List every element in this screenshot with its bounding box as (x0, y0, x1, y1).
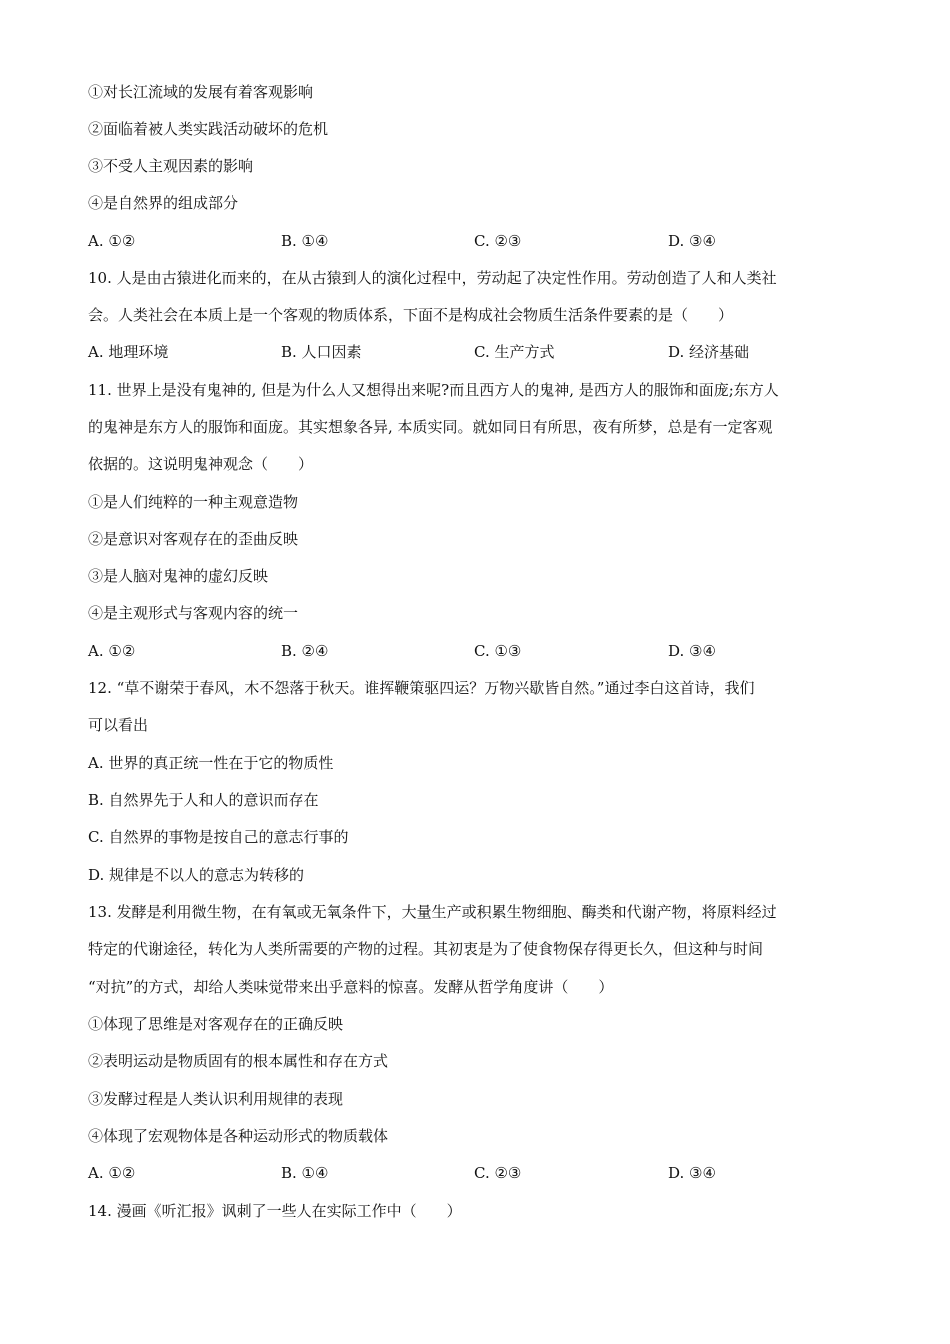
q11-stem-line-1: 11. 世界上是没有鬼神的, 但是为什么人又想得出来呢?而且西方人的鬼神, 是西方人的服饰和面庞;东方人 (88, 381, 779, 399)
q12-option-a: A. 世界的真正统一性在于它的物质性 (88, 754, 334, 772)
q10-stem-line-1: 10. 人是由古猿进化而来的，在从古猿到人的演化过程中，劳动起了决定性作用。劳动创造了人和人类社 (88, 269, 777, 287)
q10-options (88, 342, 868, 362)
q10-stem-line-2: 会。人类社会在本质上是一个客观的物质体系，下面不是构成社会物质生活条件要素的是（ ） (88, 306, 734, 324)
q11-item-2: ②是意识对客观存在的歪曲反映 (88, 530, 299, 548)
q11-stem-line-3: 依据的。这说明鬼神观念（ ） (88, 455, 314, 473)
q9-item-3: ③不受人主观因素的影响 (88, 157, 254, 175)
q14-stem: 14. 漫画《听汇报》讽刺了一些人在实际工作中（ ） (88, 1202, 462, 1220)
q11-stem-line-2: 的鬼神是东方人的服饰和面庞。其实想象各异, 本质实同。就如同日有所思，夜有所梦，总是有一定客观 (88, 418, 773, 436)
q13-item-4: ④体现了宏观物体是各种运动形式的物质载体 (88, 1127, 389, 1145)
q12-option-d: D. 规律是不以人的意志为转移的 (88, 866, 305, 884)
q12-stem-line-2: 可以看出 (88, 716, 149, 734)
q11-option-a: A. ①② (88, 642, 136, 660)
q12-option-c: C. 自然界的事物是按自己的意志行事的 (88, 828, 349, 846)
q9-options (88, 231, 868, 251)
q13-option-a: A. ①② (88, 1164, 136, 1182)
q9-option-b: B. ①④ (281, 232, 329, 250)
q10-option-a: A. 地理环境 (88, 343, 169, 361)
q11-item-3: ③是人脑对鬼神的虚幻反映 (88, 567, 269, 585)
q9-item-4: ④是自然界的组成部分 (88, 194, 239, 212)
q9-option-c: C. ②③ (474, 232, 522, 250)
q9-option-d: D. ③④ (668, 232, 716, 250)
q13-item-3: ③发酵过程是人类认识利用规律的表现 (88, 1090, 344, 1108)
q13-stem-line-2: 特定的代谢途径，转化为人类所需要的产物的过程。其初衷是为了使食物保存得更长久，但这种与时间 (88, 940, 764, 958)
q10-option-b: B. 人口因素 (281, 343, 362, 361)
q13-stem-line-3: “对抗”的方式，却给人类味觉带来出乎意料的惊喜。发酵从哲学角度讲（ ） (88, 978, 614, 996)
q13-option-c: C. ②③ (474, 1164, 522, 1182)
q11-option-c: C. ①③ (474, 642, 522, 660)
q10-option-d: D. 经济基础 (668, 343, 750, 361)
q9-item-2: ②面临着被人类实践活动破坏的危机 (88, 120, 329, 138)
q11-options (88, 641, 868, 661)
q13-item-2: ②表明运动是物质固有的根本属性和存在方式 (88, 1052, 389, 1070)
q10-option-c: C. 生产方式 (474, 343, 555, 361)
q13-item-1: ①体现了思维是对客观存在的正确反映 (88, 1015, 344, 1033)
q13-stem-line-1: 13. 发酵是利用微生物，在有氧或无氧条件下，大量生产或积累生物细胞、酶类和代谢产物，将原料经过 (88, 903, 777, 921)
q11-option-b: B. ②④ (281, 642, 329, 660)
q9-item-1: ①对长江流域的发展有着客观影响 (88, 83, 314, 101)
q11-option-d: D. ③④ (668, 642, 716, 660)
q13-option-d: D. ③④ (668, 1164, 716, 1182)
q13-option-b: B. ①④ (281, 1164, 329, 1182)
q9-option-a: A. ①② (88, 232, 136, 250)
q12-stem-line-1: 12. “草不谢荣于春风，木不怨落于秋天。谁挥鞭策驱四运？万物兴歇皆自然。”通过李白这首诗，我们 (88, 679, 755, 697)
q12-option-b: B. 自然界先于人和人的意识而存在 (88, 791, 319, 809)
q11-item-1: ①是人们纯粹的一种主观意造物 (88, 493, 299, 511)
q11-item-4: ④是主观形式与客观内容的统一 (88, 604, 299, 622)
q13-options (88, 1163, 868, 1183)
